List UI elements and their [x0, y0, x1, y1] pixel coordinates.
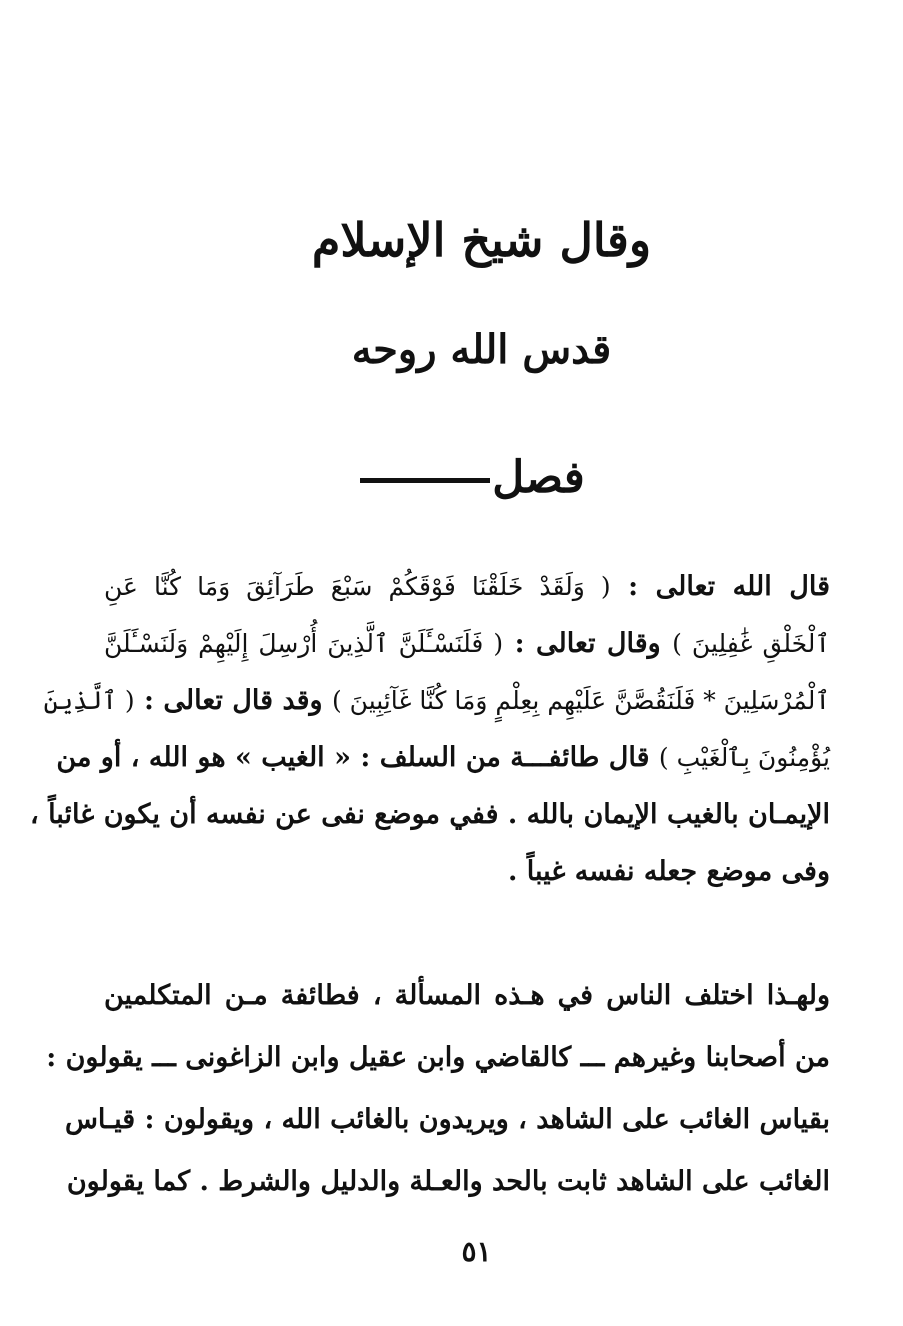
text-run: قال طائفـــة من السلف : « الغيب » هو الله ، أو من	[56, 742, 650, 773]
quran-verse: ٱلْخَلْقِ غَٰفِلِينَ )	[672, 629, 831, 658]
text-run: قال الله تعالى :	[628, 571, 831, 602]
text-line: من أصحابنا وغيرهم ـــ كالقاضي وابن عقيل وابن الزاغونى ـــ يقولون :	[46, 1042, 830, 1073]
text-run: وقال تعالى :	[514, 628, 661, 659]
section-title-text: فصل	[492, 452, 585, 503]
paragraph-2	[46, 965, 830, 1213]
quran-verse: يُؤْمِنُونَ بِٱلْغَيْبِ )	[658, 743, 830, 772]
text-line: الإيمـان بالغيب الإيمان بالله . ففي موضع نفى عن نفسه أن يكون غائباً ،	[29, 799, 830, 830]
text-line: وفى موضع جعله نفسه غيباً .	[507, 856, 830, 887]
text-line	[56, 729, 830, 786]
text-line	[43, 672, 830, 729]
text-line	[104, 615, 830, 672]
text-line	[104, 558, 830, 615]
page-heading-title: وقال شيخ الإسلام	[311, 213, 652, 267]
text-run: وقد قال تعالى :	[144, 685, 323, 716]
paragraph-1	[29, 558, 831, 900]
text-line: الغائب على الشاهد ثابت بالحد والعـلة والدليل والشرط . كما يقولون	[66, 1166, 830, 1197]
quran-verse: ( وَلَقَدْ خَلَقْنَا فَوْقَكُمْ سَبْعَ طَرَآئِقَ وَمَا كُنَّا عَنِ	[104, 572, 611, 601]
section-title-rule	[360, 478, 490, 483]
quran-verse: ( ٱلَّذِينَ	[43, 686, 135, 715]
section-title	[0, 448, 903, 508]
quran-verse: ( فَلَنَسْـَٔلَنَّ ٱلَّذِينَ أُرْسِلَ إِلَيْهِمْ وَلَنَسْـَٔلَنَّ	[104, 629, 504, 658]
quran-verse: ٱلْمُرْسَلِينَ * فَلَنَقُصَّنَّ عَلَيْهِم بِعِلْمٍ وَمَا كُنَّا غَآئِبِينَ )	[331, 686, 830, 715]
text-line: ولهـذا اختلف الناس في هـذه المسألة ، فطائفة مـن المتكلمين	[104, 980, 830, 1011]
page-number: ٥١	[461, 1235, 492, 1268]
text-line: بقياس الغائب على الشاهد ، ويريدون بالغائب الله ، ويقولون : قيـاس	[64, 1104, 830, 1135]
page-heading-subtitle: قدس الله روحه	[351, 326, 612, 373]
